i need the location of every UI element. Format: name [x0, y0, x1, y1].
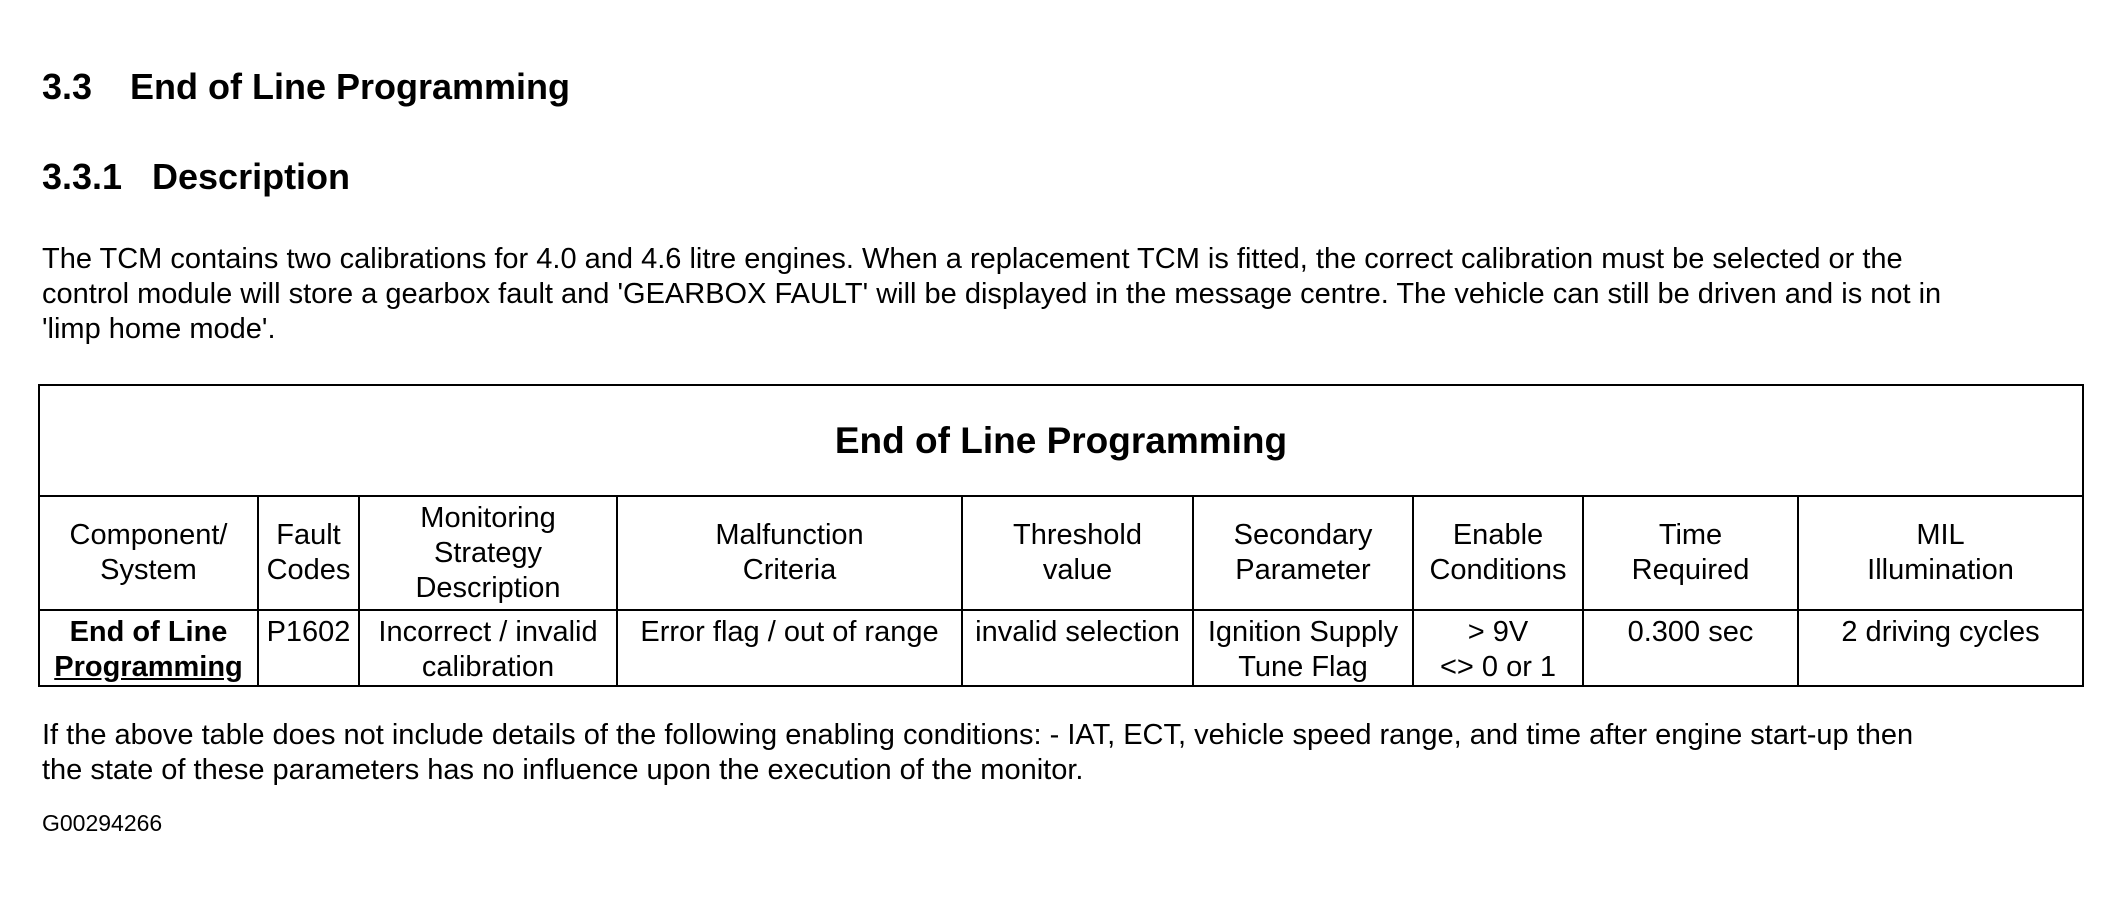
description-line: control module will store a gearbox fault and 'GEARBOX FAULT' will be displayed in the message centre. The vehicle can still be driven and is not in	[42, 278, 1942, 310]
note-line: If the above table does not include details of the following enabling conditions: - IAT, ECT, vehicle speed range, and time after engine start-up then	[42, 719, 1914, 751]
section-title: End of Line Programming	[130, 66, 571, 107]
header-mil-illumination: MIL Illumination	[1798, 496, 2083, 610]
cell-threshold-value: invalid selection	[962, 610, 1193, 686]
cell-malfunction-criteria: Error flag / out of range	[617, 610, 962, 686]
header-component-system: Component/ System	[39, 496, 258, 610]
cell-time-required: 0.300 sec	[1583, 610, 1798, 686]
section-number: 3.3	[42, 66, 93, 107]
note-line: the state of these parameters has no influence upon the execution of the monitor.	[42, 754, 1084, 786]
header-secondary-parameter: Secondary Parameter	[1193, 496, 1413, 610]
description-line: The TCM contains two calibrations for 4.0 and 4.6 litre engines. When a replacement TCM is fitted, the correct calibration must be selected or the	[42, 243, 1903, 275]
monitor-table	[38, 384, 2084, 687]
description-paragraph	[42, 242, 2082, 347]
table-title-row	[39, 385, 2083, 496]
table-row	[39, 610, 2083, 686]
header-monitoring-strategy: Monitoring Strategy Description	[359, 496, 617, 610]
cell-secondary-parameter: Ignition Supply Tune Flag	[1193, 610, 1413, 686]
document-id: G00294266	[42, 810, 163, 836]
cell-enable-conditions: > 9V <> 0 or 1	[1413, 610, 1583, 686]
table-title: End of Line Programming	[39, 385, 2083, 496]
cell-component-system: End of Line Programming	[39, 610, 258, 686]
header-malfunction-criteria: Malfunction Criteria	[617, 496, 962, 610]
note-paragraph	[42, 718, 2082, 788]
subsection-number: 3.3.1	[42, 156, 123, 197]
cell-mil-illumination: 2 driving cycles	[1798, 610, 2083, 686]
header-enable-conditions: Enable Conditions	[1413, 496, 1583, 610]
section-heading	[42, 66, 570, 108]
table-header-row	[39, 496, 2083, 610]
cell-fault-code: P1602	[258, 610, 359, 686]
cell-monitoring-strategy: Incorrect / invalid calibration	[359, 610, 617, 686]
header-time-required: Time Required	[1583, 496, 1798, 610]
header-fault-codes: Fault Codes	[258, 496, 359, 610]
subsection-heading	[42, 156, 350, 198]
header-threshold-value: Threshold value	[962, 496, 1193, 610]
subsection-title: Description	[152, 156, 351, 197]
description-line: 'limp home mode'.	[42, 313, 276, 345]
